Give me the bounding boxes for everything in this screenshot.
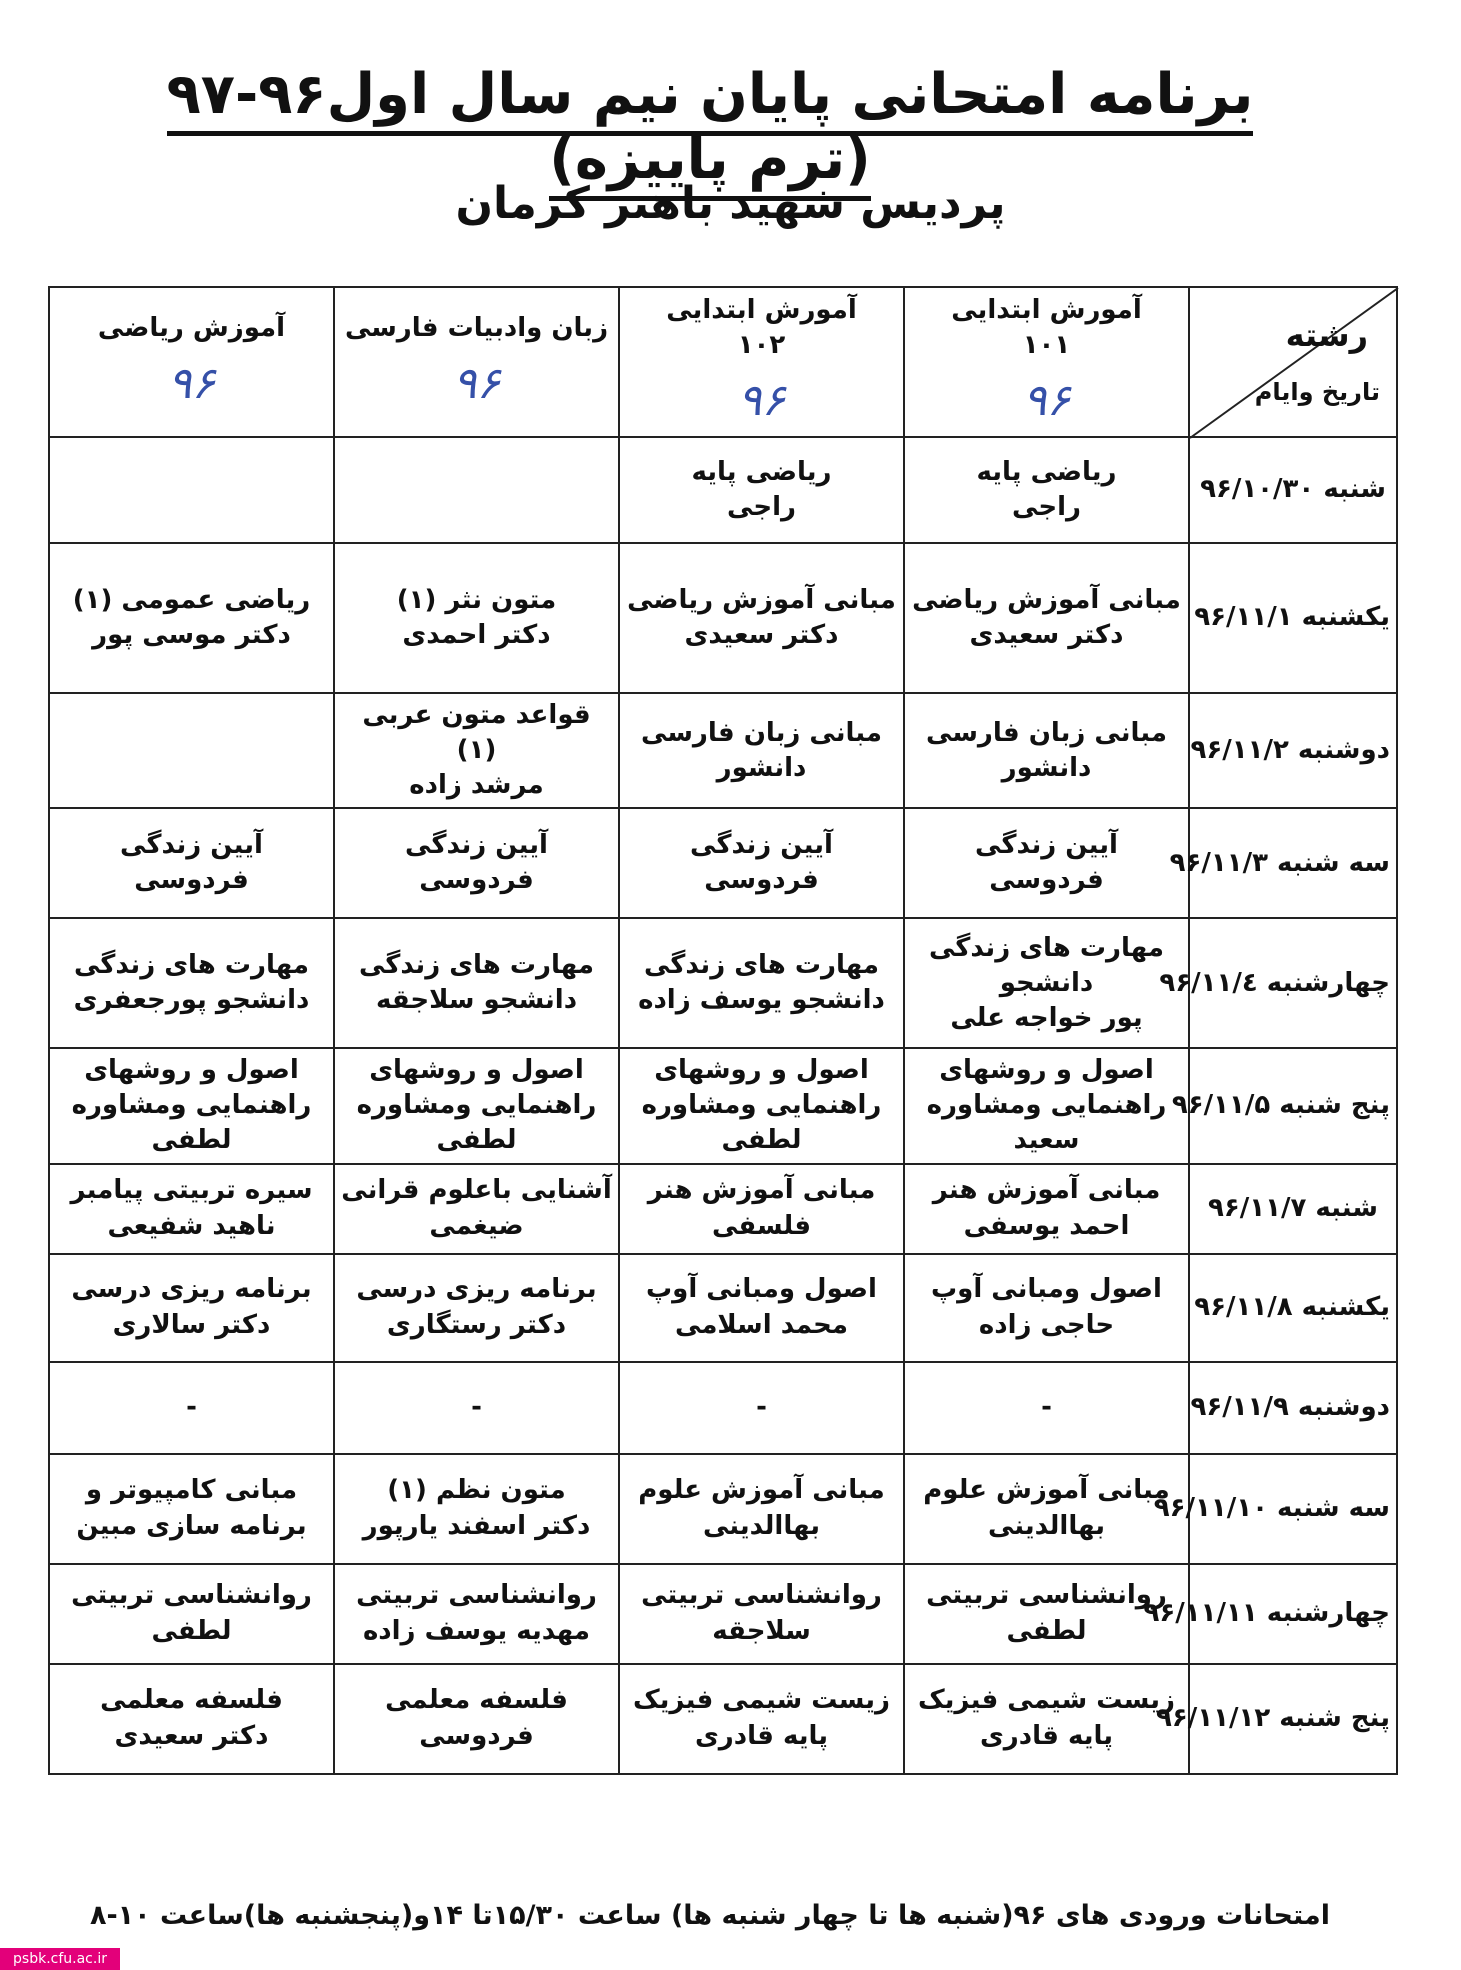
course-instructor: دانشور (716, 752, 807, 783)
course-name: مهارت های زندگی (928, 932, 1164, 963)
course-instructor: لطفی (151, 1125, 232, 1156)
course-instructor: فردوسی (989, 865, 1104, 896)
handwritten-entry-year: ۹۶ (167, 357, 216, 409)
exam-date-cell: یکشنبه ۹۶/۱۱/۱ (1189, 543, 1397, 693)
course-cell (49, 918, 334, 1048)
course-name: مهارت های زندگی (643, 950, 879, 981)
course-instructor: بهاالدینی (987, 1510, 1106, 1541)
course-cell (334, 1048, 619, 1163)
course-cell (49, 1454, 334, 1564)
course-name: ریاضی عمومی (۱) (72, 584, 311, 615)
course-name: مبانی آموزش هنر (932, 1175, 1161, 1206)
course-cell (49, 1664, 334, 1774)
course-name: آیین زندگی (690, 830, 833, 861)
course-instructor: دانشجو پورجعفری (73, 985, 310, 1016)
course-name: مبانی کامپیوتر و (85, 1475, 298, 1506)
course-name: روانشناسی تربیتی (356, 1580, 597, 1611)
exam-date-cell: یکشنبه ۹۶/۱۱/۸ (1189, 1254, 1397, 1362)
course-name: مبانی زبان فارسی (641, 717, 882, 748)
handwritten-entry-year: ۹۶ (1022, 375, 1071, 427)
schedule-row (49, 693, 1397, 808)
course-instructor: فردوسی (134, 865, 249, 896)
course-cell (49, 1564, 334, 1664)
course-instructor: فردوسی (419, 865, 534, 896)
course-cell (619, 1664, 904, 1774)
major-header-cell (334, 287, 619, 437)
course-instructor: پور خواجه علی (950, 1002, 1143, 1033)
schedule-row (49, 1454, 1397, 1564)
course-cell (904, 693, 1189, 808)
schedule-row (49, 1664, 1397, 1774)
schedule-row (49, 1254, 1397, 1362)
course-instructor: فردوسی (704, 865, 819, 896)
major-code: ۱۰۱ (1022, 330, 1071, 361)
course-name: قواعد متون عربی (۱) (362, 700, 591, 766)
corner-header-cell (1189, 287, 1397, 437)
course-instructor: مرشد زاده (409, 770, 544, 801)
course-name: زیست شیمی فیزیک (633, 1685, 890, 1716)
course-name: مبانی آموزش هنر (647, 1175, 876, 1206)
course-cell (904, 808, 1189, 918)
exam-date-cell: پنج شنبه ۹۶/۱۱/۵ (1189, 1048, 1397, 1163)
course-cell (334, 1454, 619, 1564)
course-name: مبانی زبان فارسی (926, 717, 1167, 748)
exam-date-cell: شنبه ۹۶/۱۰/۳۰ (1189, 437, 1397, 543)
course-instructor: سلاجقه (712, 1615, 811, 1646)
course-cell (619, 437, 904, 543)
course-cell (619, 808, 904, 918)
course-cell (619, 1048, 904, 1163)
course-cell (334, 1564, 619, 1664)
header-row (49, 287, 1397, 437)
schedule-row (49, 1362, 1397, 1454)
course-instructor: دکتر رستگاری (386, 1309, 567, 1340)
course-cell (904, 437, 1189, 543)
course-instructor: بهاالدینی (702, 1510, 821, 1541)
handwritten-entry-year: ۹۶ (452, 357, 501, 409)
major-header-cell (904, 287, 1189, 437)
handwritten-entry-year: ۹۶ (737, 375, 786, 427)
course-cell (904, 1362, 1189, 1454)
course-cell (49, 1362, 334, 1454)
course-cell (49, 693, 334, 808)
major-header-cell (49, 287, 334, 437)
course-cell (49, 1254, 334, 1362)
course-instructor: ناهید شفیعی (107, 1210, 276, 1241)
course-cell (334, 808, 619, 918)
course-instructor: راهنمایی ومشاوره (71, 1090, 312, 1121)
course-cell (619, 1254, 904, 1362)
exam-date-cell: دوشنبه ۹۶/۱۱/۲ (1189, 693, 1397, 808)
course-name: فلسفه معلمی (100, 1685, 283, 1716)
course-instructor: لطفی (151, 1615, 232, 1646)
course-name: آیین زندگی (975, 830, 1118, 861)
course-instructor: لطفی (1006, 1615, 1087, 1646)
course-instructor: مهدیه یوسف زاده (362, 1615, 591, 1646)
course-instructor: دانشجو (999, 967, 1094, 998)
course-instructor: پایه قادری (694, 1720, 829, 1751)
page-title-text: برنامه امتحانی پایان نیم سال اول۹۶-۹۷ (ترم پاییزه) (167, 62, 1254, 201)
course-name: روانشناسی تربیتی (641, 1580, 882, 1611)
course-instructor: راجی (727, 492, 796, 522)
course-cell (619, 918, 904, 1048)
course-instructor: سعید (1013, 1125, 1080, 1156)
course-name: اصول و روشهای (939, 1055, 1154, 1086)
course-name: اصول و روشهای (84, 1055, 299, 1086)
page-title (120, 62, 1300, 192)
course-cell (619, 1454, 904, 1564)
course-cell (334, 437, 619, 543)
website-stamp: psbk.cfu.ac.ir (0, 1948, 120, 1970)
course-name: مبانی آموزش ریاضی (627, 584, 896, 615)
course-instructor: دکتر موسی پور (92, 620, 291, 650)
course-name: - (756, 1392, 767, 1423)
schedule-row (49, 1048, 1397, 1163)
course-instructor: راجی (1012, 492, 1081, 522)
page-subtitle: پردیس شهید باهنر کرمان (455, 178, 1006, 229)
course-cell (49, 1164, 334, 1254)
course-cell (49, 437, 334, 543)
exam-date-cell: شنبه ۹۶/۱۱/۷ (1189, 1164, 1397, 1254)
course-cell (49, 543, 334, 693)
course-name: اصول و روشهای (654, 1055, 869, 1086)
course-instructor: دکتر اسفند یارپور (362, 1510, 591, 1541)
course-instructor: راهنمایی ومشاوره (926, 1090, 1167, 1121)
course-instructor: فردوسی (419, 1720, 534, 1751)
course-cell (334, 918, 619, 1048)
schedule-row (49, 1164, 1397, 1254)
course-cell (334, 1362, 619, 1454)
course-cell (619, 1564, 904, 1664)
course-cell (904, 1254, 1189, 1362)
course-name: زیست شیمی فیزیک (918, 1685, 1175, 1716)
course-instructor: محمد اسلامی (675, 1309, 848, 1340)
course-instructor: راهنمایی ومشاوره (356, 1090, 597, 1121)
exam-date-cell: پنج شنبه ۹۶/۱۱/۱۲ (1189, 1664, 1397, 1774)
footer-note: امتحانات ورودی های ۹۶(شنبه ها تا چهار شنبه ها) ساعت ۱۵/۳۰تا ۱۴و(پنجشنبه ها)ساعت ۱۰-۸ (89, 1900, 1331, 1931)
course-name: روانشناسی تربیتی (926, 1580, 1167, 1611)
course-name: آشنایی باعلوم قرانی (341, 1175, 612, 1206)
course-cell (904, 1164, 1189, 1254)
schedule-row (49, 808, 1397, 918)
course-name: روانشناسی تربیتی (71, 1580, 312, 1611)
exam-date-cell: سه شنبه ۹۶/۱۱/۳ (1189, 808, 1397, 918)
course-cell (619, 543, 904, 693)
course-name: متون نثر (۱) (396, 584, 557, 615)
course-name: برنامه ریزی درسی (71, 1274, 312, 1305)
exam-date-cell: دوشنبه ۹۶/۱۱/۹ (1189, 1362, 1397, 1454)
schedule-row (49, 437, 1397, 543)
course-instructor: دکتر سعیدی (969, 620, 1124, 650)
course-cell (904, 918, 1189, 1048)
course-name: متون نظم (۱) (387, 1475, 566, 1506)
course-name: فلسفه معلمی (385, 1685, 568, 1716)
course-instructor: دانشور (1001, 752, 1092, 783)
course-name: - (186, 1392, 197, 1423)
corner-diagonal (1190, 288, 1398, 438)
exam-date-cell: چهارشنبه ۹۶/۱۱/۱۱ (1189, 1564, 1397, 1664)
course-name: آیین زندگی (405, 830, 548, 861)
course-cell (334, 1164, 619, 1254)
course-cell (334, 1664, 619, 1774)
course-name: مبانی آموزش علوم (638, 1475, 885, 1506)
course-instructor: دکتر سعیدی (684, 620, 839, 650)
course-instructor: حاجی زاده (978, 1309, 1115, 1340)
course-cell (619, 1164, 904, 1254)
course-name: مبانی آموزش علوم (923, 1475, 1170, 1506)
course-cell (334, 1254, 619, 1362)
course-instructor: فلسفی (711, 1210, 812, 1241)
exam-schedule-table (48, 286, 1398, 1775)
course-name: اصول ومبانی آوپ (931, 1274, 1162, 1305)
major-name: آموزش ریاضی (97, 312, 286, 343)
major-name: آمورش ابتدایی (951, 295, 1142, 326)
course-instructor: احمد یوسفی (963, 1210, 1130, 1241)
course-name: - (1041, 1392, 1052, 1423)
schedule-row (49, 543, 1397, 693)
schedule-row (49, 918, 1397, 1048)
course-name: - (471, 1392, 482, 1423)
course-cell (904, 1454, 1189, 1564)
course-name: اصول و روشهای (369, 1055, 584, 1086)
course-cell (619, 1362, 904, 1454)
major-code: ۱۰۲ (737, 330, 786, 361)
course-instructor: دانشجو یوسف زاده (638, 985, 885, 1016)
course-cell (904, 1048, 1189, 1163)
course-name: اصول ومبانی آوپ (646, 1274, 877, 1305)
course-name: آیین زندگی (120, 830, 263, 861)
course-instructor: راهنمایی ومشاوره (641, 1090, 882, 1121)
course-instructor: دکتر سعیدی (114, 1720, 269, 1751)
course-name: مهارت های زندگی (73, 950, 309, 981)
schedule-row (49, 1564, 1397, 1664)
course-instructor: دکتر سالاری (112, 1309, 271, 1340)
course-cell (49, 1048, 334, 1163)
course-name: ریاضی پایه (976, 456, 1117, 487)
course-instructor: برنامه سازی مبین (76, 1510, 307, 1541)
course-cell (904, 543, 1189, 693)
course-cell (49, 808, 334, 918)
course-name: برنامه ریزی درسی (356, 1274, 597, 1305)
course-name: سیره تربیتی پیامبر (70, 1175, 313, 1206)
course-cell (619, 693, 904, 808)
course-cell (904, 1664, 1189, 1774)
course-instructor: ضیغمی (429, 1210, 524, 1241)
course-instructor: لطفی (721, 1125, 802, 1156)
course-cell (334, 543, 619, 693)
exam-date-cell: سه شنبه ۹۶/۱۱/۱۰ (1189, 1454, 1397, 1564)
major-axis-label: رشته (1285, 316, 1368, 354)
major-name: زبان وادبیات فارسی (344, 312, 609, 343)
course-name: ریاضی پایه (691, 456, 832, 487)
major-name: آمورش ابتدایی (666, 295, 857, 326)
date-axis-label: تاریخ وایام (1254, 378, 1380, 406)
course-instructor: پایه قادری (979, 1720, 1114, 1751)
course-cell (334, 693, 619, 808)
course-name: مبانی آموزش ریاضی (912, 584, 1181, 615)
exam-date-cell: چهارشنبه ۹۶/۱۱/٤ (1189, 918, 1397, 1048)
course-instructor: دکتر احمدی (402, 620, 551, 650)
course-instructor: دانشجو سلاجقه (375, 985, 578, 1016)
course-name: مهارت های زندگی (358, 950, 594, 981)
course-instructor: لطفی (436, 1125, 517, 1156)
major-header-cell (619, 287, 904, 437)
